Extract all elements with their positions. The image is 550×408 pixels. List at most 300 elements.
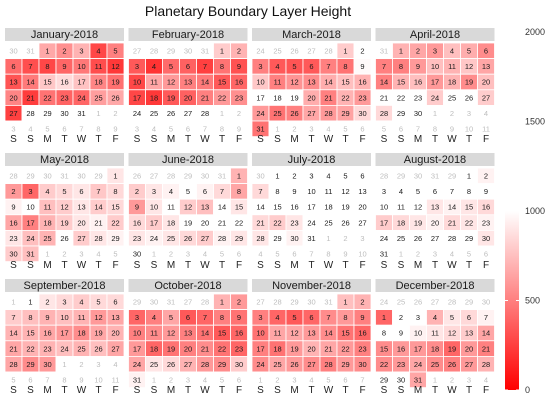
filler-day-number: 9 [113,124,118,134]
filler-day-number: 10 [358,249,367,259]
day-number: 29 [341,108,350,118]
day-number: 29 [273,233,282,243]
weekday-label: S [380,260,388,271]
weekday-label: S [397,260,405,271]
filler-day-number: 2 [79,359,84,369]
day-number: 17 [149,218,159,228]
weekday-label: T [218,385,226,396]
weekday-label: W [76,260,87,271]
filler-day-number: 1 [62,359,67,369]
day-number: 10 [77,62,86,72]
day-number: 15 [273,202,282,212]
day-number: 23 [358,344,367,354]
weekday-label: T [61,134,68,145]
weekday-label: F [112,260,119,271]
filler-day-number: 2 [62,249,67,259]
filler-day-number: 30 [9,46,18,56]
day-number: 24 [307,218,316,228]
weekday-label: F [235,260,243,271]
filler-day-number: 3 [309,124,314,134]
day-number: 27 [183,359,193,369]
day-number: 13 [307,328,316,338]
day-number: 24 [26,233,35,243]
day-number: 18 [166,218,176,228]
day-number: 6 [309,62,314,72]
filler-day-number: 2 [449,108,455,118]
day-number: 5 [292,62,297,72]
day-number: 31 [26,249,35,259]
day-number: 3 [62,297,67,307]
filler-day-number: 1 [151,375,157,385]
day-number: 16 [234,328,244,338]
day-number: 17 [256,344,265,354]
weekday-label: S [150,385,158,396]
day-number: 23 [413,93,423,103]
day-number: 10 [132,77,142,87]
chart-title: Planetary Boundary Layer Height [144,3,352,19]
day-number: 3 [134,313,140,323]
day-number: 28 [217,233,227,243]
filler-day-number: 1 [432,375,438,385]
filler-day-number: 6 [62,124,67,134]
weekday-label: T [431,385,439,396]
filler-day-number: 4 [309,375,314,385]
day-number: 5 [415,187,421,197]
filler-day-number: 5 [168,124,174,134]
day-number: 20 [200,218,210,228]
day-number: 24 [132,108,142,118]
weekday-label: F [482,260,490,271]
day-number: 4 [168,187,174,197]
weekday-label: S [257,260,264,271]
day-number: 18 [43,218,52,228]
day-number: 26 [94,344,103,354]
day-number: 30 [60,108,69,118]
day-number: 4 [151,62,157,72]
day-number: 29 [26,359,35,369]
day-number: 28 [9,359,18,369]
day-number: 21 [9,344,18,354]
day-number: 16 [358,328,367,338]
day-number: 7 [449,187,455,197]
day-number: 4 [151,313,157,323]
filler-day-number: 31 [379,46,389,56]
day-number: 2 [360,297,365,307]
day-number: 1 [219,46,225,56]
day-number: 26 [166,108,176,118]
filler-day-number: 24 [379,297,389,307]
day-number: 19 [183,218,193,228]
day-number: 21 [324,344,333,354]
weekday-label: W [76,134,87,145]
month-label: December-2018 [395,280,475,292]
day-number: 14 [9,328,18,338]
day-number: 1 [219,297,225,307]
day-number: 1 [466,171,472,181]
day-number: 16 [413,77,423,87]
day-number: 18 [94,77,103,87]
day-number: 2 [236,46,242,56]
filler-day-number: 9 [79,375,84,385]
day-number: 12 [447,328,457,338]
filler-day-number: 5 [45,124,50,134]
filler-day-number: 6 [360,124,365,134]
weekday-label: T [61,385,68,396]
day-number: 17 [413,344,423,354]
filler-day-number: 5 [343,124,348,134]
day-number: 10 [132,328,142,338]
day-number: 28 [26,108,35,118]
filler-day-number: 28 [324,46,333,56]
day-number: 5 [168,313,174,323]
day-number: 4 [398,187,404,197]
colorbar-tick-label: 0 [525,385,531,395]
filler-day-number: 5 [219,249,225,259]
day-number: 1 [275,171,280,181]
month-label: October-2018 [154,280,222,292]
day-number: 8 [113,187,118,197]
filler-day-number: 8 [96,124,101,134]
day-number: 15 [43,77,52,87]
day-number: 22 [379,359,389,369]
day-number: 6 [360,171,365,181]
filler-day-number: 1 [398,249,404,259]
day-number: 13 [183,328,193,338]
filler-day-number: 7 [415,124,421,134]
weekday-label: M [290,134,299,145]
filler-day-number: 3 [360,233,365,243]
day-number: 20 [307,344,316,354]
weekday-label: F [112,385,119,396]
day-number: 20 [307,93,316,103]
day-number: 25 [149,108,159,118]
day-number: 28 [94,233,103,243]
filler-day-number: 27 [183,297,193,307]
day-number: 19 [94,328,103,338]
day-number: 14 [379,77,389,87]
day-number: 31 [413,375,423,385]
day-number: 20 [77,218,86,228]
filler-day-number: 2 [343,233,348,243]
day-number: 28 [324,108,333,118]
weekday-label: S [133,385,141,396]
filler-day-number: 7 [202,124,208,134]
day-number: 26 [290,108,299,118]
day-number: 10 [149,202,159,212]
weekday-label: M [43,385,52,396]
day-number: 5 [449,313,455,323]
day-number: 1 [398,46,404,56]
filler-day-number: 5 [219,375,225,385]
day-number: 27 [464,359,474,369]
filler-day-number: 4 [113,359,118,369]
day-number: 11 [150,77,158,87]
filler-day-number: 30 [77,171,86,181]
day-number: 9 [360,313,365,323]
filler-day-number: 27 [149,171,159,181]
filler-day-number: 1 [258,375,263,385]
day-number: 18 [324,202,333,212]
day-number: 30 [413,108,423,118]
weekday-label: T [184,260,192,271]
day-number: 16 [358,77,367,87]
day-number: 25 [166,233,176,243]
day-number: 18 [430,344,440,354]
weekday-label: M [166,134,176,145]
filler-day-number: 30 [200,171,210,181]
weekday-label: S [150,260,158,271]
day-number: 17 [256,93,265,103]
day-number: 27 [111,344,120,354]
day-number: 3 [79,46,84,56]
filler-day-number: 6 [483,249,489,259]
day-number: 20 [430,218,440,228]
filler-day-number: 28 [447,297,457,307]
day-number: 7 [483,313,489,323]
day-number: 7 [11,313,16,323]
day-number: 25 [273,108,282,118]
day-number: 18 [273,344,282,354]
weekday-label: F [235,385,243,396]
day-number: 24 [256,108,265,118]
filler-day-number: 31 [60,171,69,181]
weekday-label: T [431,260,439,271]
day-number: 15 [341,328,350,338]
filler-day-number: 1 [151,249,157,259]
day-number: 31 [307,233,316,243]
day-number: 15 [396,77,406,87]
day-number: 8 [236,187,242,197]
weekday-label: W [76,385,87,396]
day-number: 20 [358,202,367,212]
day-number: 6 [432,187,438,197]
day-number: 21 [481,344,491,354]
day-number: 19 [464,77,474,87]
weekday-label: S [397,385,405,396]
filler-day-number: 4 [28,124,33,134]
day-number: 27 [481,93,491,103]
day-number: 13 [9,77,18,87]
weekday-label: T [431,134,439,145]
day-number: 28 [379,108,389,118]
day-number: 9 [483,187,489,197]
filler-day-number: 8 [219,124,225,134]
filler-day-number: 30 [413,171,423,181]
day-number: 14 [324,328,333,338]
day-number: 16 [396,344,406,354]
day-number: 23 [358,93,367,103]
filler-day-number: 30 [43,171,52,181]
day-number: 17 [307,202,316,212]
day-number: 23 [481,218,491,228]
day-number: 15 [26,328,35,338]
filler-day-number: 5 [466,249,472,259]
day-number: 22 [273,218,282,228]
day-number: 12 [341,187,350,197]
day-number: 25 [149,359,159,369]
day-number: 3 [309,171,314,181]
day-number: 1 [236,171,242,181]
filler-day-number: 6 [292,249,297,259]
day-number: 24 [256,359,265,369]
day-number: 24 [77,93,86,103]
day-number: 23 [234,344,244,354]
day-number: 5 [113,46,118,56]
day-number: 28 [447,233,457,243]
filler-day-number: 1 [275,124,280,134]
filler-day-number: 2 [449,375,455,385]
filler-day-number: 31 [200,46,210,56]
day-number: 22 [43,93,52,103]
day-number: 26 [60,233,69,243]
weekday-label: M [413,260,423,271]
day-number: 27 [358,218,367,228]
day-number: 25 [447,93,457,103]
day-number: 29 [396,108,406,118]
filler-day-number: 28 [273,297,282,307]
filler-day-number: 29 [447,171,457,181]
day-number: 17 [77,77,86,87]
day-number: 13 [358,187,367,197]
day-number: 13 [307,77,316,87]
day-number: 7 [219,187,225,197]
weekday-label: F [359,385,366,396]
day-number: 28 [256,233,265,243]
day-number: 3 [151,187,157,197]
filler-day-number: 27 [307,46,316,56]
day-number: 9 [398,328,404,338]
filler-day-number: 25 [273,46,282,56]
day-number: 26 [464,93,474,103]
day-number: 19 [60,218,69,228]
day-number: 7 [326,313,331,323]
filler-day-number: 27 [430,297,440,307]
day-number: 3 [415,313,421,323]
filler-day-number: 4 [449,249,455,259]
weekday-label: F [482,385,490,396]
weekday-label: T [184,134,192,145]
day-number: 26 [111,93,120,103]
weekday-label: S [27,134,34,145]
day-number: 16 [290,202,299,212]
weekday-label: W [447,134,457,145]
weekday-label: T [465,385,473,396]
filler-day-number: 28 [9,171,18,181]
day-number: 12 [464,62,474,72]
day-number: 15 [234,202,244,212]
day-number: 31 [77,108,86,118]
filler-day-number: 1 [326,233,331,243]
weekday-label: T [218,260,226,271]
day-number: 21 [200,93,210,103]
filler-day-number: 30 [183,46,193,56]
filler-day-number: 2 [236,108,242,118]
day-number: 3 [258,62,263,72]
day-number: 30 [396,375,406,385]
day-number: 16 [60,77,69,87]
weekday-label: F [359,260,366,271]
filler-day-number: 6 [343,375,348,385]
day-number: 30 [43,359,52,369]
day-number: 15 [111,202,120,212]
day-number: 21 [200,344,210,354]
weekday-label: T [465,260,473,271]
filler-day-number: 3 [466,375,472,385]
filler-day-number: 30 [149,297,159,307]
day-number: 14 [217,202,227,212]
day-number: 13 [77,202,86,212]
day-number: 23 [9,233,18,243]
filler-day-number: 30 [256,171,265,181]
filler-day-number: 24 [256,46,265,56]
day-number: 9 [11,202,16,212]
day-number: 19 [166,93,176,103]
day-number: 2 [360,46,365,56]
day-number: 27 [307,108,316,118]
filler-day-number: 4 [202,375,208,385]
day-number: 10 [379,202,389,212]
day-number: 8 [398,62,404,72]
day-number: 6 [309,313,314,323]
weekday-label: W [447,260,457,271]
day-number: 20 [183,93,193,103]
day-number: 2 [236,297,242,307]
day-number: 22 [341,344,350,354]
day-number: 25 [430,359,440,369]
filler-day-number: 4 [483,108,489,118]
filler-day-number: 4 [483,375,489,385]
day-number: 23 [234,93,244,103]
filler-day-number: 6 [185,124,191,134]
day-number: 5 [168,62,174,72]
filler-day-number: 31 [166,297,176,307]
weekday-label: M [166,385,176,396]
day-number: 14 [481,328,491,338]
filler-day-number: 29 [183,171,193,181]
day-number: 25 [77,344,86,354]
day-number: 22 [217,93,227,103]
day-number: 7 [326,62,331,72]
day-number: 10 [430,62,440,72]
day-number: 4 [326,171,331,181]
day-number: 9 [134,202,140,212]
day-number: 2 [483,171,489,181]
day-number: 29 [234,233,244,243]
day-number: 2 [292,171,297,181]
day-number: 10 [256,328,265,338]
filler-day-number: 29 [166,46,176,56]
day-number: 8 [466,187,472,197]
filler-day-number: 1 [96,108,101,118]
filler-day-number: 2 [168,375,174,385]
day-number: 11 [431,328,439,338]
filler-day-number: 3 [292,375,297,385]
filler-day-number: 26 [413,297,423,307]
day-number: 21 [447,218,457,228]
day-number: 25 [43,233,52,243]
day-number: 16 [132,218,142,228]
filler-day-number: 7 [360,375,365,385]
day-number: 29 [217,359,227,369]
filler-day-number: 5 [11,375,16,385]
day-number: 29 [341,359,350,369]
day-number: 28 [200,359,210,369]
weekday-label: M [290,385,299,396]
day-number: 18 [149,344,159,354]
day-number: 8 [219,62,225,72]
month-label: May-2018 [40,154,89,166]
day-number: 14 [256,202,265,212]
